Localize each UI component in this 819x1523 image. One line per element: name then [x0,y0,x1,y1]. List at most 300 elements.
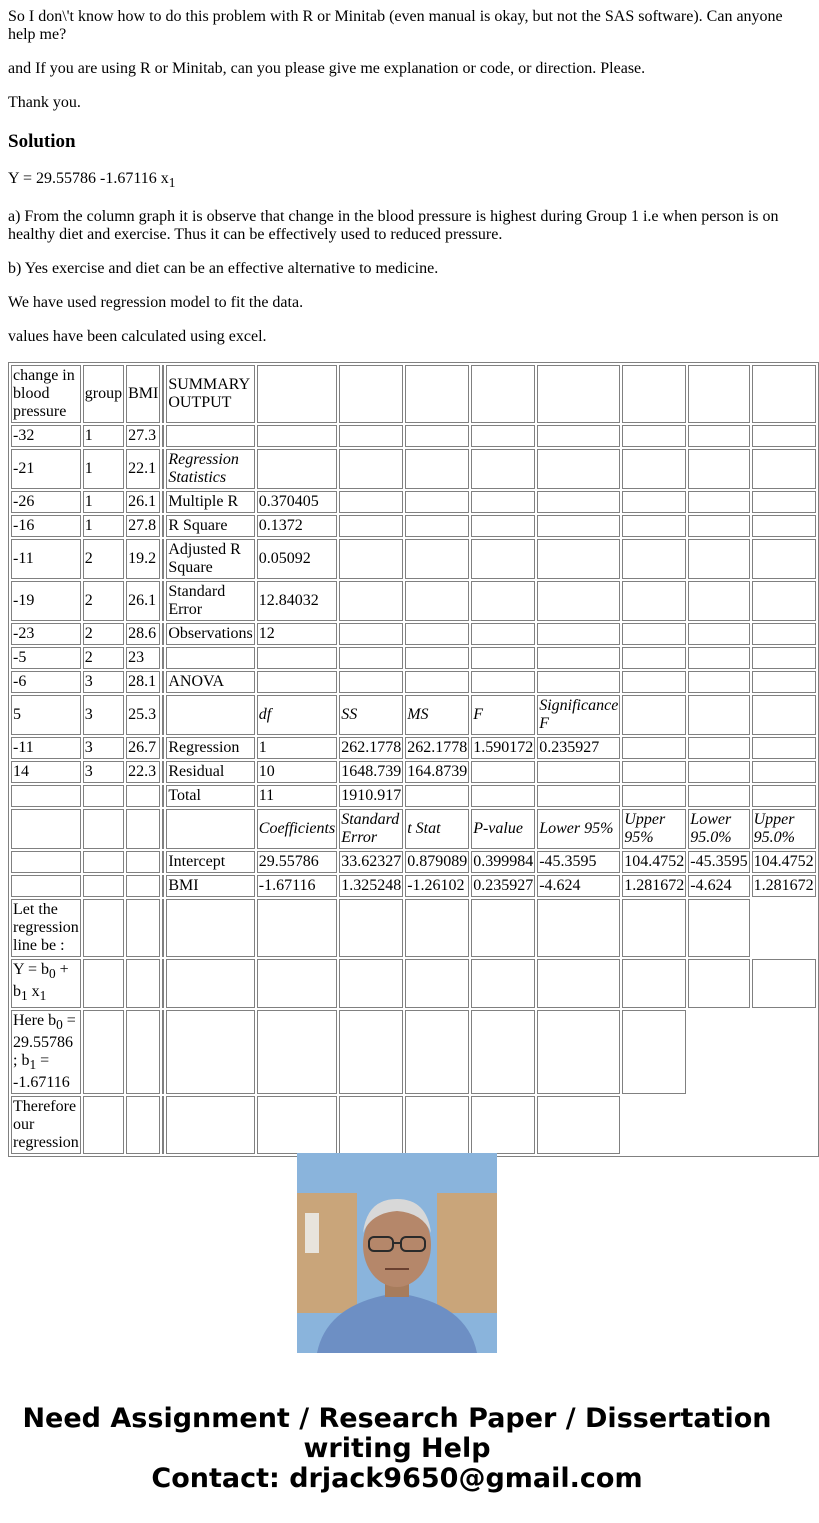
column-separator [162,515,164,537]
column-separator [162,899,164,957]
table-cell [166,899,254,957]
table-cell: 5 [11,695,81,735]
table-cell [537,959,620,1007]
table-cell [688,671,749,693]
table-cell: 1 [83,449,124,489]
table-row [11,515,816,537]
table-cell [471,425,535,447]
table-cell [752,425,816,447]
table-cell [339,1096,403,1154]
table-cell [622,623,686,645]
table-cell: 28.1 [126,671,160,693]
solution-heading: Solution [8,131,76,152]
table-cell: 1 [83,491,124,513]
table-cell: -1.67116 [257,875,337,897]
column-separator [162,761,164,783]
table-cell [83,1010,124,1094]
table-cell: Multiple R [166,491,254,513]
column-separator [162,425,164,447]
table-cell: 104.4752 [622,851,686,873]
table-cell: 27.3 [126,425,160,447]
table-row [11,581,816,621]
footer-contact: Contact: drjack9650@gmail.com [151,1463,643,1494]
table-cell: 11 [257,785,337,807]
table-cell [405,647,469,669]
column-separator [162,671,164,693]
table-row [11,875,816,897]
question-paragraph-1: So I don\'t know how to do this problem with R or Minitab (even manual is okay, but not the SAS software). Can anyone help me? [8,8,783,43]
table-cell: -11 [11,539,81,579]
table-cell [339,899,403,957]
table-cell [405,1010,469,1094]
note-cell: Therefore our regression [11,1096,81,1154]
table-cell [166,959,254,1007]
table-cell: -45.3595 [688,851,749,873]
table-cell: 3 [83,671,124,693]
table-cell [688,647,749,669]
table-cell: -6 [11,671,81,693]
author-avatar [297,1153,497,1353]
table-cell: 1648.739 [339,761,403,783]
table-row [11,761,816,783]
regression-table [8,362,819,1157]
table-cell: 0.399984 [471,851,535,873]
table-cell [11,875,81,897]
table-cell [688,581,749,621]
column-separator [162,623,164,645]
table-cell: 1.325248 [339,875,403,897]
table-cell [622,785,686,807]
table-cell [688,959,749,1007]
table-cell [339,365,403,423]
table-row [11,365,816,423]
table-cell [83,1096,124,1154]
table-cell [166,647,254,669]
table-cell [688,539,749,579]
table-cell [537,623,620,645]
regression-equation: Y = 29.55786 -1.67116 $x_1$ [8,170,176,191]
table-cell: BMI [126,365,160,423]
table-cell: -5 [11,647,81,669]
column-separator [162,1010,164,1094]
table-cell [166,1096,254,1154]
table-cell [752,761,816,783]
table-cell [471,647,535,669]
table-cell: 0.235927 [537,737,620,759]
table-cell [622,581,686,621]
table-cell: df [257,695,337,735]
table-cell: Standard Error [166,581,254,621]
table-cell: 1.590172 [471,737,535,759]
table-cell [752,515,816,537]
column-separator [162,581,164,621]
table-cell [339,515,403,537]
table-cell: -32 [11,425,81,447]
table-cell [126,875,160,897]
answer-part-a: a) From the column graph it is observe that change in the blood pressure is highest during Group 1 i.e when person is on healthy diet and exercise. Thus it can be effectively used to reduced pressure. [8,208,779,244]
table-cell: -45.3595 [537,851,620,873]
table-cell [752,539,816,579]
table-cell [752,737,816,759]
table-cell: 1.281672 [752,875,816,897]
table-cell: Standard Error [339,809,403,849]
table-cell [405,899,469,957]
table-cell [83,785,124,807]
table-cell: Observations [166,623,254,645]
table-cell [405,365,469,423]
table-cell: 2 [83,623,124,645]
table-cell: 12.84032 [257,581,337,621]
table-cell [537,671,620,693]
table-cell [405,449,469,489]
table-cell [257,1010,337,1094]
table-cell [471,761,535,783]
table-cell [471,959,535,1007]
table-cell: 0.879089 [405,851,469,873]
table-cell: BMI [166,875,254,897]
column-separator [162,695,164,735]
footer-banner [0,1404,794,1494]
table-cell [537,449,620,489]
table-cell [405,671,469,693]
table-cell [11,809,81,849]
table-cell: 23 [126,647,160,669]
table-cell [83,899,124,957]
table-cell: 29.55786 [257,851,337,873]
table-cell: 1 [83,515,124,537]
table-cell: 2 [83,539,124,579]
table-cell [537,761,620,783]
table-cell: 2 [83,647,124,669]
table-cell [83,809,124,849]
table-cell [126,851,160,873]
table-cell [622,647,686,669]
column-separator [162,851,164,873]
table-cell [126,959,160,1007]
question-paragraph-3: Thank you. [8,94,81,111]
table-row [11,785,816,807]
table-cell: 14 [11,761,81,783]
table-cell [688,449,749,489]
table-cell [166,1010,254,1094]
table-cell [471,581,535,621]
table-cell: -4.624 [688,875,749,897]
table-cell [405,425,469,447]
table-cell: Adjusted R Square [166,539,254,579]
table-cell: Coefficients [257,809,337,849]
table-cell [471,539,535,579]
table-cell: Lower 95.0% [688,809,749,849]
table-cell [688,785,749,807]
table-cell [126,1010,160,1094]
table-cell: Intercept [166,851,254,873]
table-cell [257,449,337,489]
column-separator [162,491,164,513]
table-cell [257,959,337,1007]
table-cell: Lower 95% [537,809,620,849]
column-separator [162,539,164,579]
table-cell [166,425,254,447]
table-cell: 3 [83,695,124,735]
table-cell: 0.1372 [257,515,337,537]
table-cell: 27.8 [126,515,160,537]
table-cell: t Stat [405,809,469,849]
table-cell [537,365,620,423]
table-cell: -11 [11,737,81,759]
table-cell [752,785,816,807]
table-cell [622,899,686,957]
table-cell: 3 [83,737,124,759]
column-separator [162,1096,164,1154]
table-cell [126,785,160,807]
table-cell [339,959,403,1007]
table-row [11,425,816,447]
column-separator [162,365,164,423]
note-cell: Here $b_0 = 29.55786$ ; $b_1 = -1.67116$ [11,1010,81,1094]
table-cell [257,425,337,447]
excel-note: values have been calculated using excel. [8,328,267,346]
table-row [11,809,816,849]
table-row [11,1096,816,1154]
table-cell: 262.1778 [339,737,403,759]
table-cell [622,695,686,735]
table-cell: Significance F [537,695,620,735]
note-cell: $Y = b_0 + b_1$ $x_1$ [11,959,81,1007]
table-cell: Regression Statistics [166,449,254,489]
footer-help-text: Need Assignment / Research Paper / Dissertation writing Help [22,1403,772,1464]
table-cell: SUMMARY OUTPUT [166,365,254,423]
table-cell: 262.1778 [405,737,469,759]
table-cell [752,671,816,693]
table-cell: 0.370405 [257,491,337,513]
person-photo-icon [297,1153,497,1353]
table-cell [752,491,816,513]
table-cell: -23 [11,623,81,645]
table-cell [537,785,620,807]
table-cell [622,365,686,423]
table-cell [339,623,403,645]
table-cell [537,647,620,669]
table-cell: -21 [11,449,81,489]
table-row [11,491,816,513]
table-cell [126,809,160,849]
table-cell: F [471,695,535,735]
table-cell [688,425,749,447]
table-cell: Upper 95.0% [752,809,816,849]
table-cell [537,581,620,621]
table-cell [752,647,816,669]
table-cell [257,647,337,669]
table-cell: 12 [257,623,337,645]
table-row [11,539,816,579]
table-cell [688,623,749,645]
table-cell [688,491,749,513]
table-cell: 164.8739 [405,761,469,783]
table-cell [471,491,535,513]
column-separator [162,647,164,669]
table-cell [405,491,469,513]
regression-table-clip [8,362,814,1151]
table-row [11,671,816,693]
table-cell [752,695,816,735]
table-cell [752,365,816,423]
table-cell [752,449,816,489]
table-cell: Regression [166,737,254,759]
table-cell: 2 [83,581,124,621]
table-cell [11,851,81,873]
table-cell [537,515,620,537]
table-cell: 22.1 [126,449,160,489]
table-cell [622,491,686,513]
table-cell: 1910.917 [339,785,403,807]
table-cell: -1.26102 [405,875,469,897]
table-cell [166,809,254,849]
table-cell [688,365,749,423]
question-paragraph-2: and If you are using R or Minitab, can you please give me explanation or code, or direction. Please. [8,60,646,77]
table-cell [537,899,620,957]
table-cell [339,425,403,447]
table-cell: 10 [257,761,337,783]
table-cell [752,959,816,1007]
table-cell: 3 [83,761,124,783]
table-row [11,449,816,489]
table-cell: -19 [11,581,81,621]
table-cell [405,623,469,645]
table-cell [537,491,620,513]
table-cell [622,539,686,579]
table-row [11,899,816,957]
table-row [11,1010,816,1094]
table-cell: -4.624 [537,875,620,897]
table-cell [83,851,124,873]
table-cell: 26.1 [126,581,160,621]
table-cell [622,761,686,783]
table-cell [339,671,403,693]
table-cell [622,1010,686,1094]
table-cell [688,737,749,759]
table-cell [537,539,620,579]
table-cell [257,899,337,957]
table-cell: 0.235927 [471,875,535,897]
table-cell [622,959,686,1007]
table-cell: MS [405,695,469,735]
table-cell [471,365,535,423]
table-row [11,851,816,873]
table-cell [471,899,535,957]
table-cell: 104.4752 [752,851,816,873]
table-cell [688,695,749,735]
table-cell [471,1096,535,1154]
table-cell [126,1096,160,1154]
table-cell: -26 [11,491,81,513]
table-cell: -16 [11,515,81,537]
table-cell: Upper 95% [622,809,686,849]
table-cell [752,623,816,645]
table-cell [688,761,749,783]
table-cell: change in blood pressure [11,365,81,423]
table-cell [339,539,403,579]
table-cell: 22.3 [126,761,160,783]
table-cell [471,671,535,693]
table-cell: P-value [471,809,535,849]
table-cell: 0.05092 [257,539,337,579]
table-cell [257,671,337,693]
method-note: We have used regression model to fit the data. [8,294,304,312]
table-cell: 1 [257,737,337,759]
table-cell [622,425,686,447]
table-cell: R Square [166,515,254,537]
table-cell [471,623,535,645]
table-cell [126,899,160,957]
table-cell: SS [339,695,403,735]
table-cell [405,515,469,537]
table-cell: 19.2 [126,539,160,579]
table-cell [537,425,620,447]
column-separator [162,785,164,807]
table-cell: 26.7 [126,737,160,759]
answer-part-b: b) Yes exercise and diet can be an effective alternative to medicine. [8,260,439,278]
table-cell [339,1010,403,1094]
table-cell: 1.281672 [622,875,686,897]
table-cell: group [83,365,124,423]
table-cell [537,1096,620,1154]
table-cell [405,959,469,1007]
table-cell [405,1096,469,1154]
table-cell [752,581,816,621]
table-cell [471,449,535,489]
column-separator [162,959,164,1007]
table-cell: 33.62327 [339,851,403,873]
table-cell [166,695,254,735]
table-cell [11,785,81,807]
table-cell [688,515,749,537]
table-cell [83,959,124,1007]
table-cell [622,737,686,759]
table-cell [405,539,469,579]
table-cell: 25.3 [126,695,160,735]
table-cell [83,875,124,897]
table-cell [339,581,403,621]
table-cell [471,785,535,807]
table-cell [405,581,469,621]
table-cell [339,449,403,489]
table-cell [471,1010,535,1094]
table-cell [622,449,686,489]
table-cell: Residual [166,761,254,783]
table-cell [622,515,686,537]
table-row [11,737,816,759]
table-cell [471,515,535,537]
table-cell [688,899,749,957]
table-cell: Total [166,785,254,807]
table-row [11,695,816,735]
table-cell: 28.6 [126,623,160,645]
table-row [11,623,816,645]
table-row [11,959,816,1007]
column-separator [162,809,164,849]
table-cell [339,491,403,513]
column-separator [162,875,164,897]
table-cell [257,1096,337,1154]
table-cell: 26.1 [126,491,160,513]
table-cell [257,365,337,423]
table-cell [622,671,686,693]
table-cell [405,785,469,807]
table-cell [537,1010,620,1094]
column-separator [162,449,164,489]
note-cell: Let the regression line be : [11,899,81,957]
table-cell [339,647,403,669]
